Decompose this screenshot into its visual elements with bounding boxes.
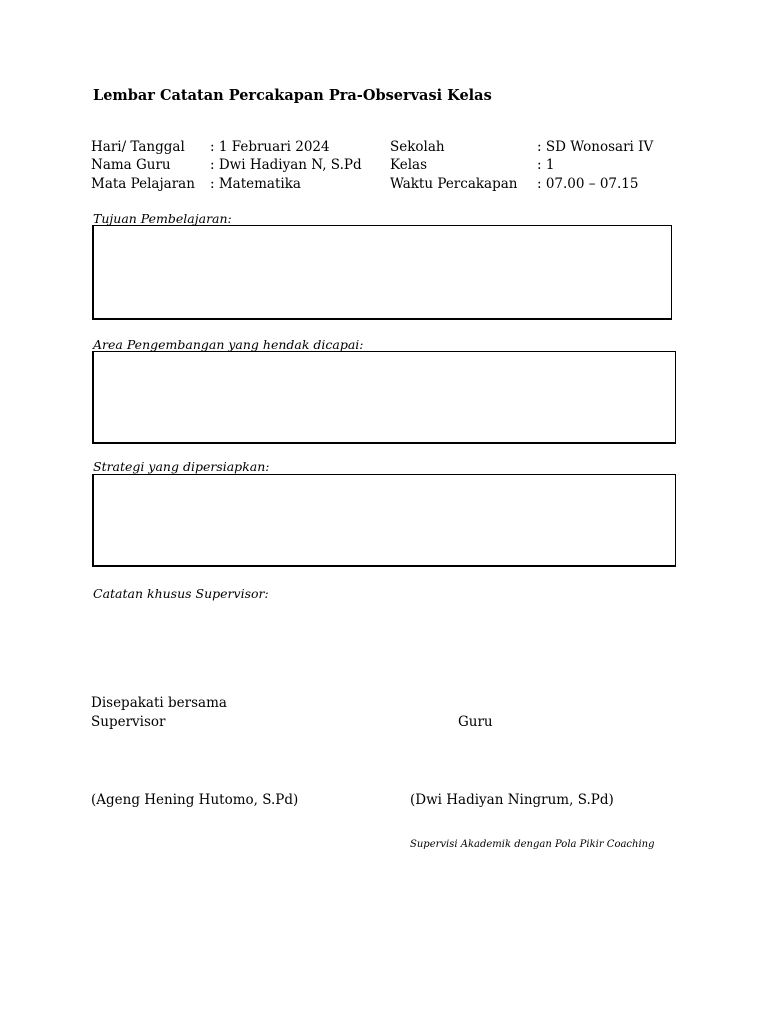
info-label-teacher: Nama Guru	[91, 157, 171, 173]
area-box[interactable]	[92, 351, 676, 444]
info-label-time: Waktu Percakapan	[390, 176, 518, 192]
section-label-tujuan: Tujuan Pembelajaran:	[93, 211, 232, 226]
section-label-area: Area Pengembangan yang hendak dicapai:	[93, 337, 364, 352]
supervisor-label: Supervisor	[91, 714, 166, 730]
tujuan-box[interactable]	[92, 225, 672, 320]
info-value-class: : 1	[537, 157, 555, 173]
info-label-school: Sekolah	[390, 139, 445, 155]
info-value-subject: : Matematika	[210, 176, 301, 192]
info-label-class: Kelas	[390, 157, 428, 173]
info-label-subject: Mata Pelajaran	[91, 176, 195, 192]
supervisor-name: (Ageng Hening Hutomo, S.Pd)	[91, 792, 299, 808]
strategi-box[interactable]	[92, 474, 676, 567]
guru-label: Guru	[458, 714, 493, 730]
footer-note: Supervisi Akademik dengan Pola Pikir Coaching	[410, 839, 655, 850]
info-value-time: : 07.00 – 07.15	[537, 176, 639, 192]
info-value-teacher: : Dwi Hadiyan N, S.Pd	[210, 157, 362, 173]
guru-name: (Dwi Hadiyan Ningrum, S.Pd)	[410, 792, 614, 808]
info-value-date: : 1 Februari 2024	[210, 139, 330, 155]
section-label-catatan: Catatan khusus Supervisor:	[93, 586, 269, 601]
page-title: Lembar Catatan Percakapan Pra-Observasi Kelas	[93, 87, 492, 104]
section-label-strategi: Strategi yang dipersiapkan:	[93, 459, 270, 474]
info-label-date: Hari/ Tanggal	[91, 139, 185, 155]
info-value-school: : SD Wonosari IV	[537, 139, 654, 155]
agreement-heading: Disepakati bersama	[91, 695, 227, 711]
